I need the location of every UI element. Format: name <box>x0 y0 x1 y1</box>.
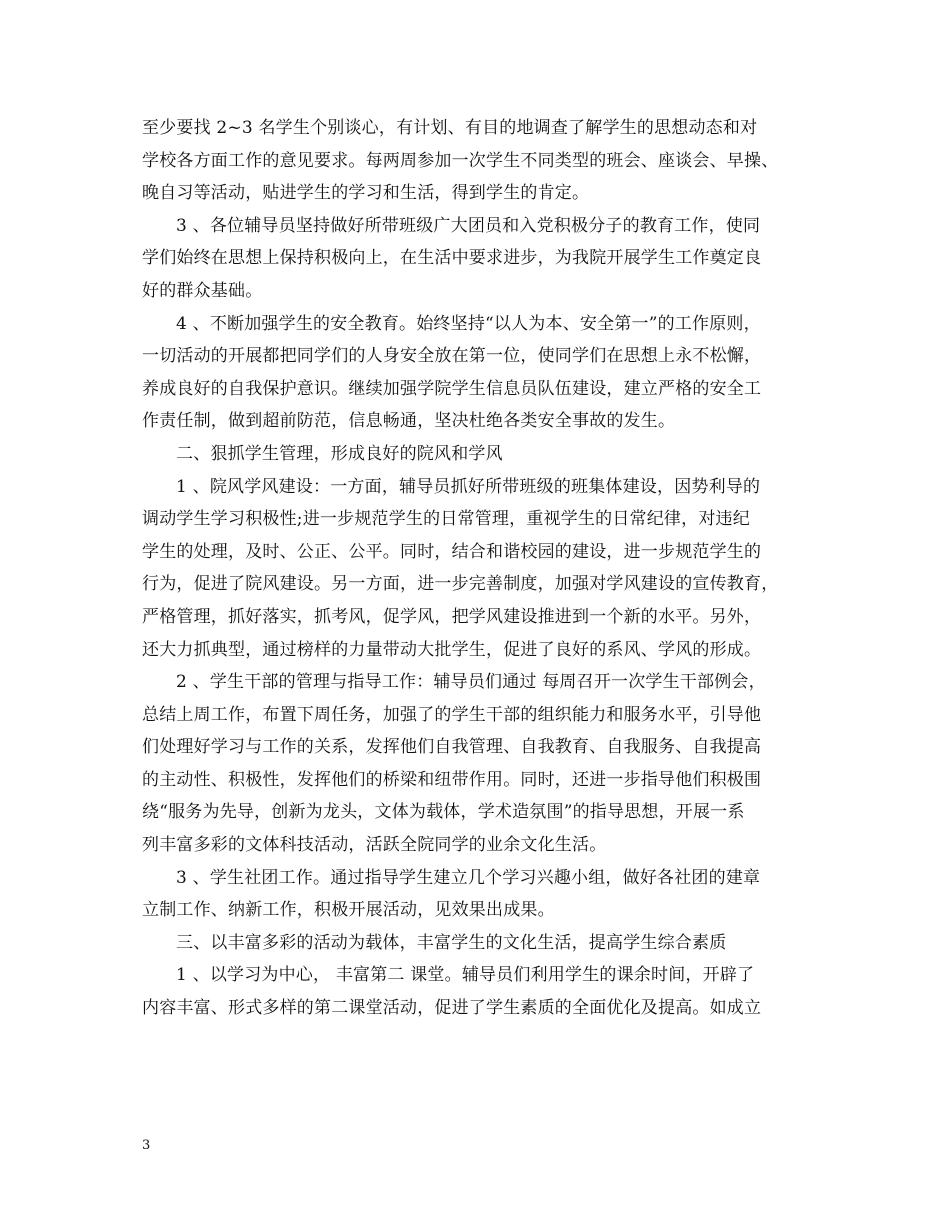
document-body <box>142 112 832 1025</box>
text-line: 学生的处理，及时、公正、公平。同时，结合和谐校园的建设，进一步规范学生的 <box>142 541 762 562</box>
text-line: 至少要找 2~3 名学生个别谈心，有计划、有目的地调查了解学生的思想动态和对 <box>142 118 758 138</box>
text-line: 养成良好的自我保护意识。继续加强学院学生信息员队伍建设，建立严格的安全工 <box>142 378 762 399</box>
text-line: 列丰富多彩的文体科技活动，活跃全院同学的业余文化生活。 <box>142 835 607 856</box>
text-line: 晚自习等活动，贴进学生的学习和生活，得到学生的肯定。 <box>142 183 590 204</box>
text-line: 调动学生学习积极性;进一步规范学生的日常管理，重视学生的日常纪律，对违纪 <box>142 509 750 530</box>
text-line: 一切活动的开展都把同学们的人身安全放在第一位，使同学们在思想上永不松懈， <box>142 346 762 367</box>
text-line: 1 、以学习为中心， 丰富第二 课堂。辅导员们利用学生的课余时间，开辟了 <box>176 965 755 986</box>
text-line: 总结上周工作，布置下周任务，加强了的学生干部的组织能力和服务水平，引导他 <box>142 704 762 725</box>
text-line: 好的群众基础。 <box>142 280 263 301</box>
text-line: 学校各方面工作的意见要求。每两周参加一次学生不同类型的班会、座谈会、早操、 <box>142 150 779 171</box>
page-number: 3 <box>142 1138 151 1153</box>
text-line: 严格管理，抓好落实，抓考风，促学风，把学风建设推进到一个新的水平。另外， <box>142 606 762 627</box>
text-line: 作责任制，做到超前防范，信息畅通，坚决杜绝各类安全事故的发生。 <box>142 411 676 432</box>
text-line: 行为，促进了院风建设。另一方面，进一步完善制度，加强对学风建设的宣传教育， <box>142 574 779 595</box>
text-line: 立制工作、纳新工作，积极开展活动，见效果出成果。 <box>142 900 555 921</box>
text-line: 二、狠抓学生管理，形成良好的院风和学风 <box>176 443 503 464</box>
text-line: 3 、学生社团工作。通过指导学生建立几个学习兴趣小组，做好各社团的建章 <box>176 867 761 888</box>
text-line: 还大力抓典型，通过榜样的力量带动大批学生，促进了良好的系风、学风的形成。 <box>142 639 762 660</box>
text-line: 学们始终在思想上保持积极向上，在生活中要求进步，为我院开展学生工作奠定良 <box>142 248 762 269</box>
text-line: 们处理好学习与工作的关系，发挥他们自我管理、自我教育、自我服务、自我提高 <box>142 737 762 758</box>
text-line: 的主动性、积极性，发挥他们的桥梁和纽带作用。同时，还进一步指导他们积极围 <box>142 769 762 790</box>
text-line: 绕“服务为先导，创新为龙头，文体为载体，学术造氛围”的指导思想，开展一系 <box>142 802 745 823</box>
text-line: 3 、各位辅导员坚持做好所带班级广大团员和入党积极分子的教育工作，使同 <box>176 215 761 236</box>
text-line: 三、以丰富多彩的活动为载体，丰富学生的文化生活，提高学生综合素质 <box>176 932 727 953</box>
text-line: 4 、不断加强学生的安全教育。始终坚持“以人为本、安全第一”的工作原则， <box>176 313 761 334</box>
text-line: 1 、院风学风建设：一方面，辅导员抓好所带班级的班集体建设，因势利导的 <box>176 476 761 497</box>
text-line: 内容丰富、形式多样的第二课堂活动，促进了学生素质的全面优化及提高。如成立 <box>142 998 762 1019</box>
text-line: 2 、学生干部的管理与指导工作：辅导员们通过 每周召开一次学生干部例会， <box>176 672 766 693</box>
